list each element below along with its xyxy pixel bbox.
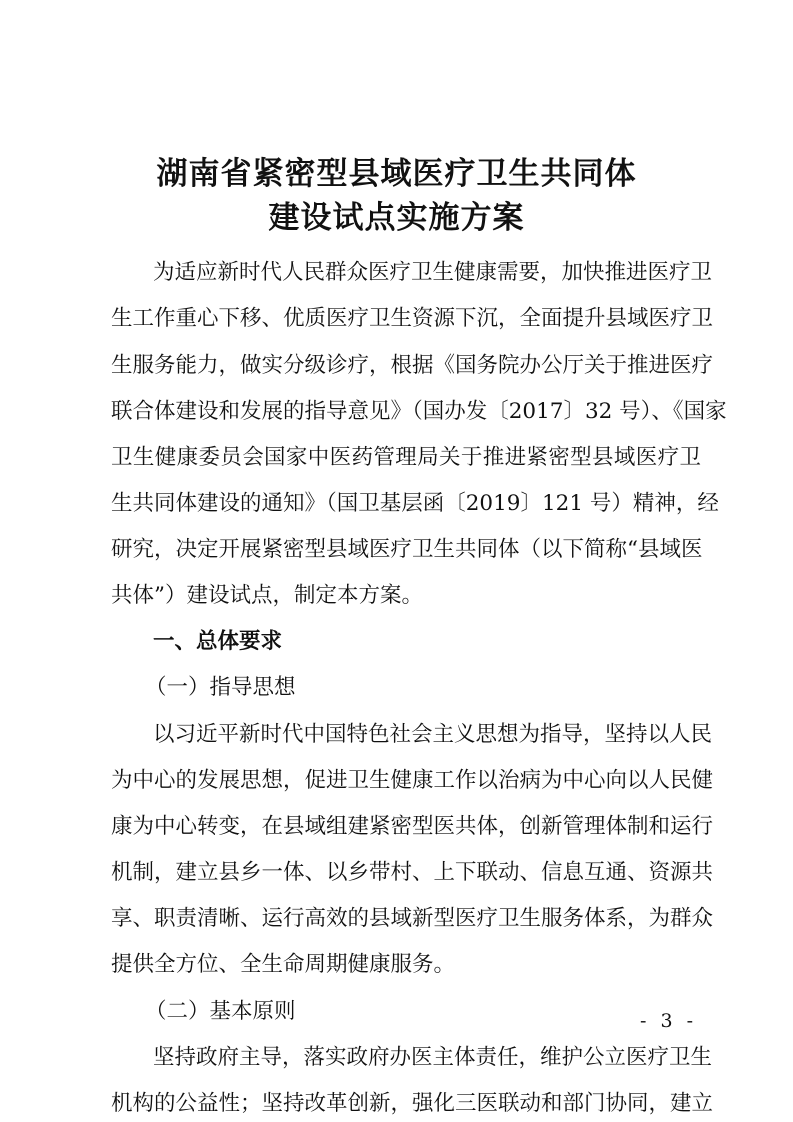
intro-line: 生工作重心下移、优质医疗卫生资源下沉，全面提升县域医疗卫: [111, 306, 714, 331]
paragraph-line: 坚持政府主导，落实政府办医主体责任，维护公立医疗卫生: [153, 1045, 713, 1070]
intro-line: 生服务能力，做实分级诊疗，根据《国务院办公厅关于推进医疗: [111, 353, 714, 378]
paragraph-line: 以习近平新时代中国特色社会主义思想为指导，坚持以人民: [153, 722, 713, 747]
section-heading-general-requirements: 一、总体要求: [153, 629, 283, 654]
page-number: - 3 -: [639, 1010, 697, 1032]
paragraph-line: 机构的公益性；坚持改革创新，强化三医联动和部门协同，建立: [111, 1091, 714, 1116]
intro-line: 卫生健康委员会国家中医药管理局关于推进紧密型县域医疗卫: [111, 445, 701, 470]
paragraph-line: 提供全方位、全生命周期健康服务。: [111, 952, 456, 977]
paragraph-line: 机制，建立县乡一体、以乡带村、上下联动、信息互通、资源共: [111, 860, 714, 885]
intro-line: 为适应新时代人民群众医疗卫生健康需要，加快推进医疗卫: [153, 260, 713, 285]
paragraph-line: 享、职责清晰、运行高效的县域新型医疗卫生服务体系，为群众: [111, 906, 714, 931]
document-title-line-2: 建设试点实施方案: [268, 200, 525, 236]
subsection-heading-basic-principles: （二）基本原则: [145, 999, 296, 1024]
paragraph-line: 康为中心转变，在县域组建紧密型医共体，创新管理体制和运行: [111, 814, 714, 839]
intro-line: 联合体建设和发展的指导意见》（国办发〔2017〕32 号）、《国家: [111, 399, 727, 424]
document-title-line-1: 湖南省紧密型县域医疗卫生共同体: [156, 156, 637, 192]
intro-line: 生共同体建设的通知》（国卫基层函〔2019〕121 号）精神，经: [111, 491, 719, 516]
subsection-heading-guiding-thought: （一）指导思想: [145, 675, 296, 700]
paragraph-line: 为中心的发展思想，促进卫生健康工作以治病为中心向以人民健: [111, 768, 714, 793]
intro-line: 共体”）建设试点，制定本方案。: [111, 583, 423, 608]
intro-line: 研究，决定开展紧密型县域医疗卫生共同体（以下简称“县域医: [111, 537, 703, 562]
